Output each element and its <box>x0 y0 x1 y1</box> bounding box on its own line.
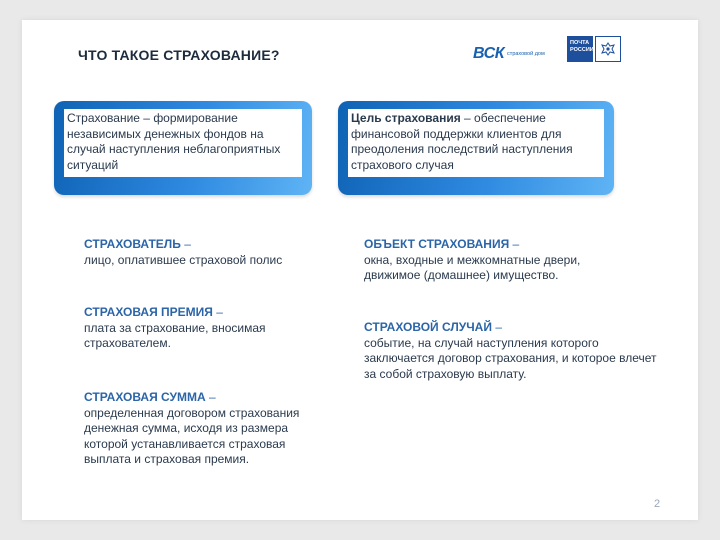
insurer-text: лицо, оплатившее страховой полис <box>84 252 283 267</box>
vsk-logo <box>473 44 561 64</box>
post-line1: ПОЧТА <box>570 40 590 46</box>
goal-term: Цель страхования <box>351 111 461 125</box>
vsk-logo-subtitle: страховой дом <box>507 51 545 57</box>
insurance-goal-box <box>338 101 614 195</box>
sum-term: СТРАХОВАЯ СУММА <box>84 390 206 404</box>
sum-dash: – <box>205 390 216 404</box>
insurance-definition-text <box>64 109 302 177</box>
definition-event <box>364 320 664 382</box>
event-term: СТРАХОВОЙ СЛУЧАЙ <box>364 320 492 334</box>
insurance-text: формирование независимых денежных фондов на случай наступления неблагоприятных ситуаций <box>67 111 281 172</box>
eagle-emblem-icon <box>595 36 621 62</box>
page-number: 2 <box>654 498 661 510</box>
definition-insurer <box>84 237 294 268</box>
object-text: окна, входные и межкомнатные двери, движимое (домашнее) имущество. <box>364 252 581 282</box>
event-text: событие, на случай наступления которого заключается договор страхования, и которое влечет за собой страховую выплату. <box>364 335 657 381</box>
definition-premium <box>84 305 309 352</box>
insurer-dash: – <box>180 237 191 251</box>
premium-term: СТРАХОВАЯ ПРЕМИЯ <box>84 305 213 319</box>
russian-post-logo <box>567 36 621 62</box>
vsk-logo-mark: ВСК <box>473 45 505 62</box>
insurance-term: Страхование <box>67 111 140 125</box>
insurance-definition-box <box>54 101 312 195</box>
post-line2: РОССИИ <box>570 47 594 53</box>
object-dash: – <box>509 237 520 251</box>
slide-title: ЧТО ТАКОЕ СТРАХОВАНИЕ? <box>78 47 280 63</box>
definition-object <box>364 237 604 284</box>
insurer-term: СТРАХОВАТЕЛЬ <box>84 237 181 251</box>
premium-dash: – <box>212 305 223 319</box>
object-term: ОБЪЕКТ СТРАХОВАНИЯ <box>364 237 510 251</box>
premium-text: плата за страхование, вносимая страхователем. <box>84 320 266 350</box>
goal-dash: – <box>460 111 475 125</box>
definition-sum <box>84 390 334 468</box>
sum-text: определенная договором страхования денежная сумма, исходя из размера которой устанавливается страховая выплата и страховая премия. <box>84 405 300 466</box>
event-dash: – <box>491 320 502 334</box>
russian-post-wordmark <box>567 36 593 62</box>
insurance-dash: – <box>139 111 154 125</box>
insurance-goal-text <box>348 109 604 177</box>
goal-text: обеспечение финансовой поддержки клиентов для преодоления последствий наступления страхового случая <box>351 111 573 172</box>
